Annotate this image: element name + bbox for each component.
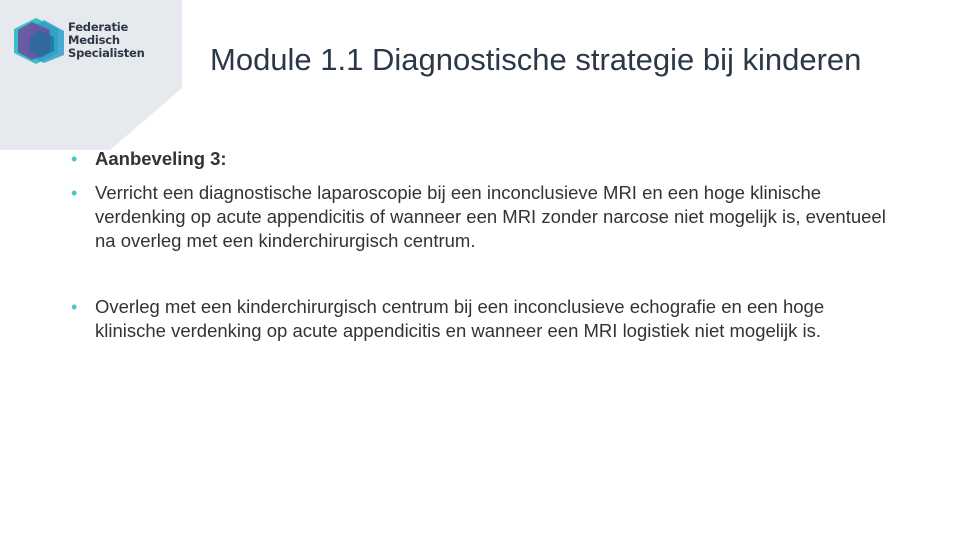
bullet-dot: •: [71, 297, 78, 317]
bullet-dot: •: [71, 183, 78, 203]
hexagon-logo-icon: [14, 16, 66, 66]
bullet-item: [70, 295, 890, 343]
bullet-dot: •: [71, 149, 78, 169]
logo-text-line1: Federatie: [68, 20, 129, 34]
logo-text-line2: Medisch: [68, 33, 120, 47]
slide-title: Module 1.1 Diagnostische strategie bij kinderen: [210, 42, 862, 77]
bullet-list: [70, 147, 890, 343]
logo-text-line3: Specialisten: [68, 46, 145, 60]
bullet-item: [70, 181, 890, 253]
bullet-text: Aanbeveling 3:: [95, 148, 227, 169]
bullet-text: Verricht een diagnostische laparoscopie bij een inconclusieve MRI en een hoge klinische verdenking op acute appendicitis of wanneer een MRI zonder narcose niet mogelijk is, eventueel na overleg met een kinderchirurgisch centrum.: [95, 182, 886, 251]
bullet-item: [70, 147, 890, 171]
bullet-text: Overleg met een kinderchirurgisch centrum bij een inconclusieve echografie en een hoge klinische verdenking op acute appendicitis en wanneer een MRI logistiek niet mogelijk is.: [95, 296, 825, 341]
